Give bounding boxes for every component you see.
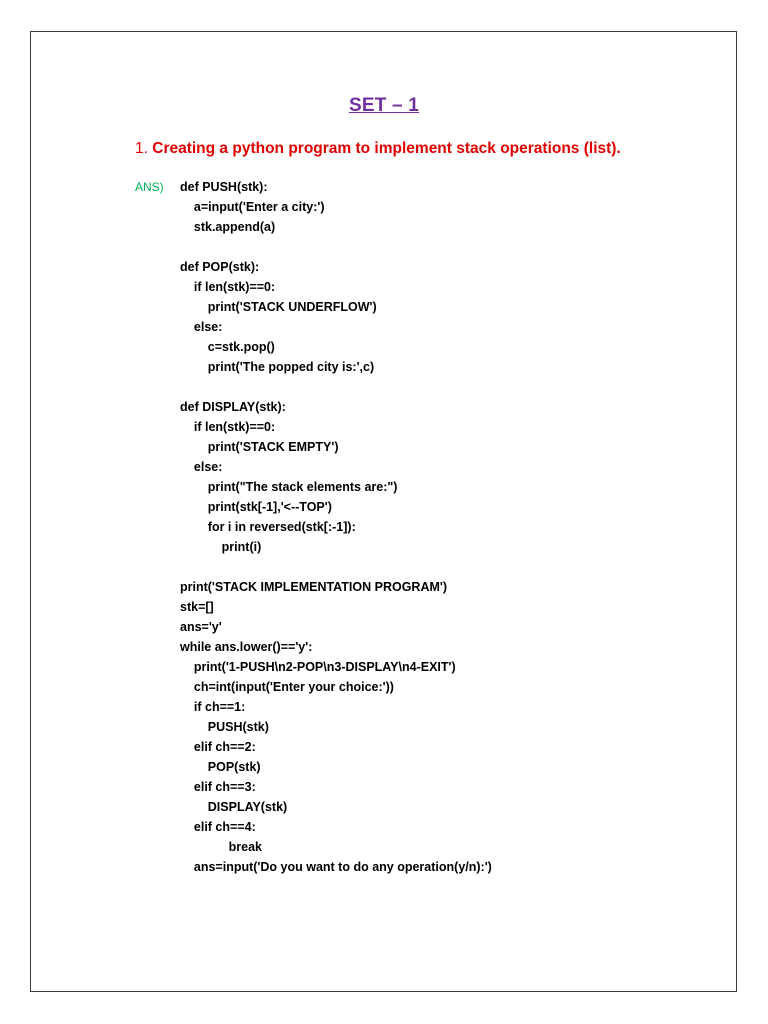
code-line: print('1-PUSH\n2-POP\n3-DISPLAY\n4-EXIT'): [180, 660, 456, 674]
code-line: ans='y': [180, 620, 222, 634]
code-line: POP(stk): [180, 760, 261, 774]
code-line: if len(stk)==0:: [180, 420, 276, 434]
code-line: c=stk.pop(): [180, 340, 275, 354]
code-line: break: [180, 840, 262, 854]
answer-label: ANS): [135, 180, 164, 194]
code-line: else:: [180, 320, 223, 334]
code-line: stk=[]: [180, 600, 214, 614]
code-line: for i in reversed(stk[:-1]):: [180, 520, 356, 534]
code-line: ch=int(input('Enter your choice:')): [180, 680, 394, 694]
code-line: [180, 237, 492, 257]
set-title: SET – 1: [348, 95, 420, 116]
code-line: [180, 377, 492, 397]
code-line: print('STACK IMPLEMENTATION PROGRAM'): [180, 580, 448, 594]
code-line: while ans.lower()=='y':: [180, 640, 313, 654]
code-block: [180, 177, 492, 877]
code-line: a=input('Enter a city:'): [180, 200, 325, 214]
code-line: stk.append(a): [180, 220, 276, 234]
question-text: Creating a python program to implement stack operations (list).: [152, 140, 621, 157]
code-line: print(stk[-1],'<--TOP'): [180, 500, 332, 514]
code-line: ans=input('Do you want to do any operation(y/n):'): [180, 860, 492, 874]
code-line: print(i): [180, 540, 262, 554]
code-line: elif ch==3:: [180, 780, 256, 794]
code-line: elif ch==4:: [180, 820, 256, 834]
code-line: elif ch==2:: [180, 740, 256, 754]
question-heading: [135, 140, 621, 158]
code-line: DISPLAY(stk): [180, 800, 288, 814]
code-line: print('STACK UNDERFLOW'): [180, 300, 377, 314]
code-line: if len(stk)==0:: [180, 280, 276, 294]
code-line: print('The popped city is:',c): [180, 360, 375, 374]
code-line: if ch==1:: [180, 700, 246, 714]
code-line: print("The stack elements are:"): [180, 480, 398, 494]
code-line: def POP(stk):: [180, 260, 260, 274]
code-line: [180, 557, 492, 577]
code-line: def PUSH(stk):: [180, 180, 268, 194]
code-line: PUSH(stk): [180, 720, 269, 734]
code-line: def DISPLAY(stk):: [180, 400, 286, 414]
question-number: 1.: [135, 140, 148, 157]
code-line: else:: [180, 460, 223, 474]
code-line: print('STACK EMPTY'): [180, 440, 339, 454]
